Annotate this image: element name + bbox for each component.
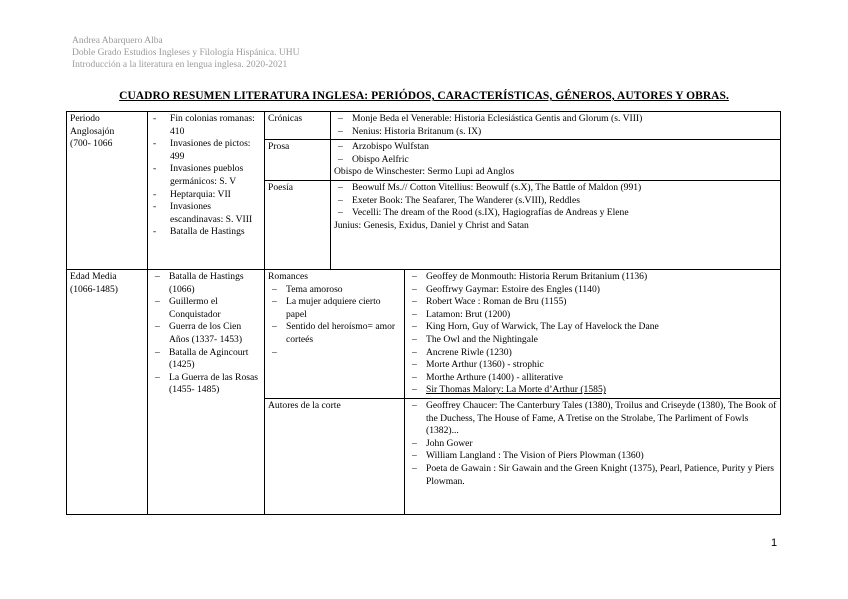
list-item: – Robert Wace : Roman de Bru (1155) (412, 296, 567, 308)
works-prosa: – Arzobispo Wulfstan – Obispo Aelfric Obispo de Winschester: Sermo Lupi ad Anglos (331, 140, 781, 181)
summary-table (66, 111, 781, 515)
header-author: Andrea Abarquero Alba (72, 36, 163, 46)
works-autores-corte (405, 398, 781, 514)
list-item: - Fin colonias romanas: 410 (153, 113, 255, 137)
list-item: – Tema amoroso (272, 283, 343, 295)
events-cell-edad-media (148, 269, 265, 514)
period-cell-edad-media: Edad Media (1066-1485) (67, 269, 148, 514)
list-item: – Exeter Book: The Seafarer, The Wanderer (s.VIII), Reddles (338, 194, 580, 206)
works-cronicas (331, 112, 781, 140)
list-item: – Morthe Arthure (1400) - alliterative (412, 371, 563, 383)
list-item: – Guillermo el Conquistador (155, 296, 221, 320)
list-item: – Arzobispo Wulfstan (338, 141, 429, 153)
list-item: – Sentido del heroísmo= amor corteés (272, 321, 396, 345)
events-cell-anglosajon (148, 112, 265, 270)
list-item: – Morte Arthur (1360) - strophic (412, 359, 544, 371)
header-course: Introducción a la literatura en lengua inglesa. 2020-2021 (72, 60, 288, 70)
list-item: – King Horn, Guy of Warwick, The Lay of Havelock the Dane (412, 321, 659, 333)
document-header (72, 35, 299, 71)
genre-autores-corte: Autores de la corte (265, 398, 405, 514)
list-item: – Obispo Aelfric (338, 153, 409, 165)
list-item: – Beowulf Ms.// Cotton Vitellius: Beowulf (s.X), The Battle of Maldon (991) (338, 181, 642, 193)
header-degree: Doble Grado Estudios Ingleses y Filología Hispánica. UHU (72, 48, 300, 58)
list-item: – Nenius: Historia Britanum (s. IX) (338, 125, 482, 137)
list-item: – Geoffrey Chaucer: The Canterbury Tales (1380), Troilus and Criseyde (1380), The Book of the Duchess, The House of Fame, A Tretise on the Strolabe, The Parliment of Fowls (1382)... (412, 399, 777, 437)
works-poesia: – Beowulf Ms.// Cotton Vitellius: Beowulf (s.X), The Battle of Maldon (991) – Exeter Book: The Seafarer, The Wanderer (s.VIII), Reddles – Vecelli: The dream of the Rood (s.IX), Hagiografías de Andreas y Elene Junius: Genesis, Exidus, Daniel y Christ and Satan (331, 180, 781, 269)
list-item: – The Owl and the Nightingale (412, 333, 538, 345)
list-item: – Poeta de Gawain : Sir Gawain and the Green Knight (1375), Pearl, Patience, Purity y Piers Plowman. (412, 462, 774, 487)
list-item: – La Guerra de las Rosas (1455- 1485) (155, 371, 258, 396)
list-item: - Invasiones escandinavas: S. VIII (153, 201, 253, 225)
list-item: – Latamon: Brut (1200) (412, 308, 511, 320)
table-row (67, 112, 781, 140)
period-cell-anglosajon: Periodo Anglosajón (700- 1066 (67, 112, 148, 270)
works-romances (405, 269, 781, 398)
page-title: CUADRO RESUMEN LITERATURA INGLESA: PERIÓDOS, CARACTERÍSTICAS, GÉNEROS, AUTORES Y OBRAS. (119, 90, 729, 102)
list-item: - Invasiones de pictos: 499 (153, 138, 251, 162)
list-item: – Batalla de Hastings (1066) (155, 270, 244, 295)
list-item: – Monje Beda el Venerable: Historia Eclesiástica Gentis and Glorum (s. VIII) (338, 113, 643, 124)
page-number: 1 (771, 537, 778, 549)
list-item: – Sir Thomas Malory: La Morte d’Arthur (1585) (412, 384, 606, 396)
list-item: – La mujer adquiere cierto papel (272, 296, 381, 320)
genre-prosa: Prosa (265, 140, 331, 181)
list-item: – Geoffey de Monmouth: Historia Rerum Britanium (1136) (412, 270, 648, 282)
list-item: – Ancrene Riwle (1230) (412, 346, 512, 358)
list-item: - Invasiones pueblos germánicos: S. V (153, 163, 244, 187)
table-row (67, 269, 781, 398)
list-item: – Vecelli: The dream of the Rood (s.IX), Hagiografías de Andreas y Elene (338, 207, 629, 219)
list-item: – John Gower (412, 437, 473, 449)
list-item: – Geoffrwy Gaymar: Estoire des Engles (1140) (412, 283, 600, 295)
genre-poesia: Poesía (265, 180, 331, 269)
list-item: – Guerra de los Cien Años (1337- 1453) (155, 321, 243, 345)
genre-cronicas: Crónicas (265, 112, 331, 140)
list-item: – William Langland : The Vision of Piers Plowman (1360) (412, 450, 644, 462)
list-item: – Batalla de Agincourt (1425) (155, 346, 249, 371)
genre-romances: Romances – Tema amoroso – La mujer adquiere cierto papel – Sentido del heroísmo= amor corteés – (265, 269, 405, 398)
list-item: - Heptarquia: VII (153, 188, 231, 200)
list-item: - Batalla de Hastings (153, 226, 245, 238)
